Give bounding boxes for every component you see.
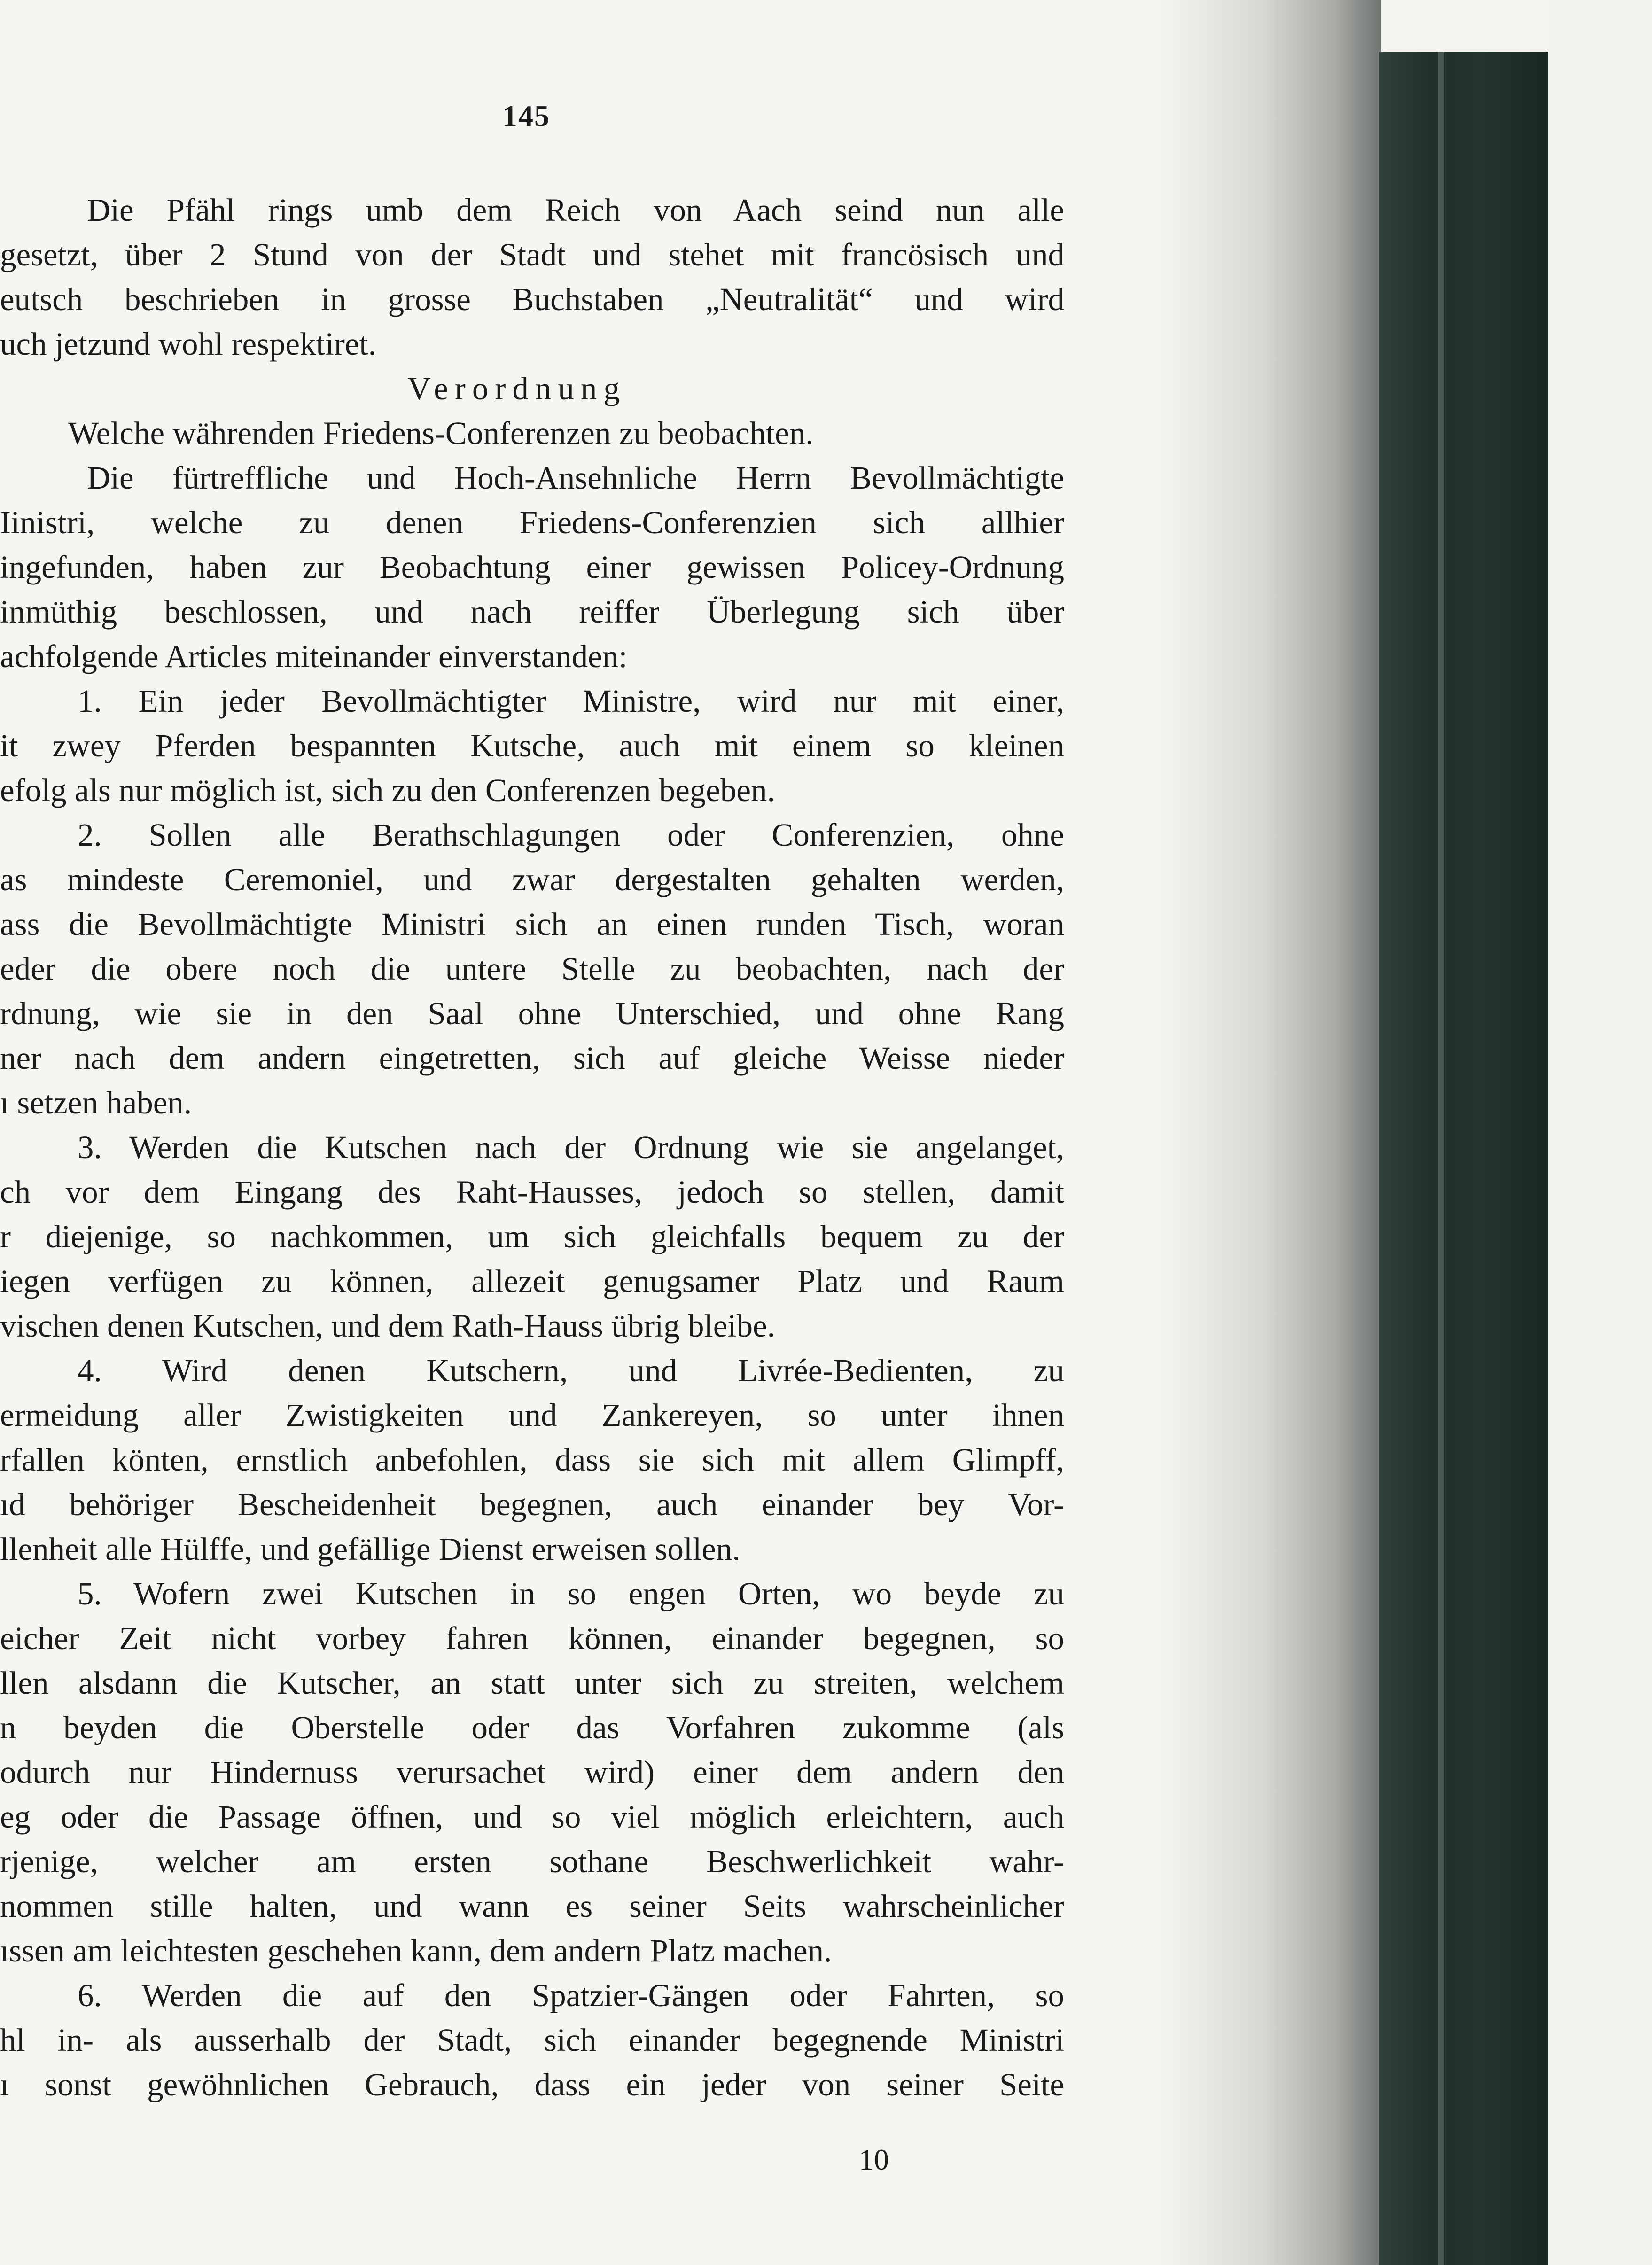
text-line: ı sonst gewöhnlichen Gebrauch, dass ein jeder von seiner Seite (0, 2067, 1064, 2102)
article-1-line: 1. Ein jeder Bevollmächtigter Ministre, wird nur mit einer, (78, 683, 1064, 719)
article-2-line: 2. Sollen alle Berathschlagungen oder Conferenzien, ohne (78, 817, 1064, 853)
text-line: ingefunden, haben zur Beobachtung einer gewissen Policey-Ordnung (0, 549, 1064, 585)
book-spine (1379, 52, 1548, 2265)
scan-margin-right (1548, 0, 1652, 2265)
text-line: rjenige, welcher am ersten sothane Beschwerlichkeit wahr- (0, 1844, 1064, 1879)
text-line: ass die Bevollmächtigte Ministri sich an einen runden Tisch, woran (0, 906, 1064, 942)
text-line: ıd behöriger Bescheidenheit begegnen, auch einander bey Vor- (0, 1487, 1064, 1522)
text-line: n beyden die Oberstelle oder das Vorfahren zukomme (als (0, 1710, 1064, 1745)
text-line: Die Pfähl rings umb dem Reich von Aach seind nun alle (87, 192, 1064, 228)
text-line: ıssen am leichtesten geschehen kann, dem andern Platz machen. (0, 1933, 832, 1969)
text-line: ch vor dem Eingang des Raht-Hausses, jedoch so stellen, damit (0, 1174, 1064, 1210)
text-line: it zwey Pferden bespannten Kutsche, auch mit einem so kleinen (0, 728, 1064, 763)
text-line: ner nach dem andern eingetretten, sich auf gleiche Weisse nieder (0, 1040, 1064, 1076)
text-line: ermeidung aller Zwistigkeiten und Zankereyen, so unter ihnen (0, 1397, 1064, 1433)
text-line: r diejenige, so nachkommen, um sich gleichfalls bequem zu der (0, 1219, 1064, 1254)
text-line: llen alsdann die Kutscher, an statt unter sich zu streiten, welchem (0, 1665, 1064, 1701)
scan-spine-shadow (1156, 0, 1381, 2265)
document-text-block (0, 188, 1064, 2114)
text-line: eder die obere noch die untere Stelle zu beobachten, nach der (0, 951, 1064, 987)
section-subheading: Welche währenden Friedens-Conferenzen zu beobachten. (68, 415, 814, 451)
text-line: gesetzt, über 2 Stund von der Stadt und stehet mit francösisch und (0, 237, 1064, 272)
signature-mark: 10 (859, 2143, 889, 2176)
text-line: ı setzen haben. (0, 1085, 192, 1121)
article-4-line: 4. Wird denen Kutschern, und Livrée-Bedienten, zu (78, 1353, 1064, 1388)
text-line: nommen stille halten, und wann es seiner Seits wahrscheinlicher (0, 1888, 1064, 1924)
text-line: inmüthig beschlossen, und nach reiffer Überlegung sich über (0, 594, 1064, 630)
text-line: Iinistri, welche zu denen Friedens-Conferenzien sich allhier (0, 505, 1064, 540)
text-line: llenheit alle Hülffe, und gefällige Dienst erweisen sollen. (0, 1531, 740, 1567)
article-5-line: 5. Wofern zwei Kutschen in so engen Orten, wo beyde zu (78, 1576, 1064, 1611)
text-line: eutsch beschrieben in grosse Buchstaben „Neutralität“ und wird (0, 281, 1064, 317)
text-line: uch jetzund wohl respektiret. (0, 326, 376, 362)
text-line: vischen denen Kutschen, und dem Rath-Hauss übrig bleibe. (0, 1308, 775, 1344)
text-line: Die fürtreffliche und Hoch-Ansehnliche Herrn Bevollmächtigte (87, 460, 1064, 496)
book-spine-edge (1438, 52, 1444, 2265)
text-line: efolg als nur möglich ist, sich zu den Conferenzen begeben. (0, 772, 775, 808)
text-line: rdnung, wie sie in den Saal ohne Unterschied, und ohne Rang (0, 996, 1064, 1031)
text-line: odurch nur Hindernuss verursachet wird) einer dem andern den (0, 1754, 1064, 1790)
page-number: 145 (502, 99, 550, 132)
text-line: iegen verfügen zu können, allezeit genugsamer Platz und Raum (0, 1263, 1064, 1299)
text-line: eg oder die Passage öffnen, und so viel möglich erleichtern, auch (0, 1799, 1064, 1835)
text-line: rfallen könten, ernstlich anbefohlen, dass sie sich mit allem Glimpff, (0, 1442, 1064, 1478)
section-heading: Verordnung (407, 371, 626, 406)
text-line: eicher Zeit nicht vorbey fahren können, einander begegnen, so (0, 1620, 1064, 1656)
article-3-line: 3. Werden die Kutschen nach der Ordnung wie sie angelanget, (78, 1129, 1064, 1165)
text-line: achfolgende Articles miteinander einverstanden: (0, 638, 628, 674)
article-6-line: 6. Werden die auf den Spatzier-Gängen oder Fahrten, so (78, 1977, 1064, 2013)
text-line: hl in- als ausserhalb der Stadt, sich einander begegnende Ministri (0, 2022, 1064, 2058)
text-line: as mindeste Ceremoniel, und zwar dergestalten gehalten werden, (0, 862, 1064, 897)
